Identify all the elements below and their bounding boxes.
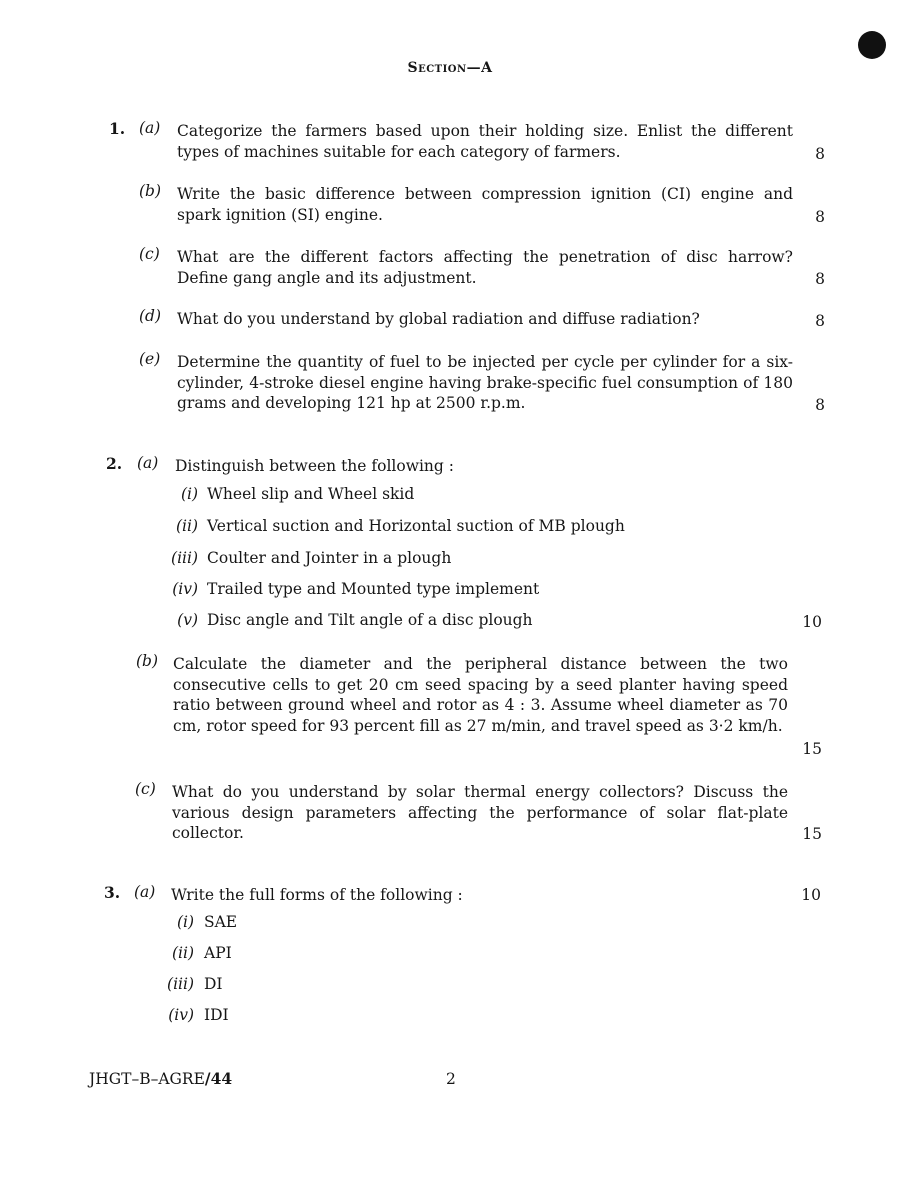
question-text: Calculate the diameter and the peripheral distance between the two consecutive cells to get 20 cm seed spacing by a seed planter having speed ratio between ground wheel and rotor as 4 : 3. Assume wheel diameter as 70 cm, rotor speed for 93 percent fill as 27 m/min, and travel speed as 3·2 km/h. bbox=[173, 655, 788, 735]
question-text: Determine the quantity of fuel to be injected per cycle per cylinder for a six-cylinder, 4-stroke diesel engine having brake-specific fuel consumption of 180 grams and developing 121 hp at 2500 r.p.m. bbox=[177, 353, 793, 412]
item-label: (i) bbox=[176, 913, 194, 931]
item-text: API bbox=[204, 944, 232, 962]
marks: 8 bbox=[815, 208, 825, 226]
page-number: 2 bbox=[446, 1070, 456, 1088]
question-text: Distinguish between the following : bbox=[175, 457, 454, 475]
marks: 8 bbox=[815, 396, 825, 414]
question-text: Categorize the farmers based upon their holding size. Enlist the different types of machines suitable for each category of farmers. bbox=[177, 122, 793, 161]
part-label: (e) bbox=[139, 350, 161, 368]
item-label: (i) bbox=[180, 485, 198, 503]
question-number: 1. bbox=[109, 119, 126, 138]
question-number: 3. bbox=[104, 883, 121, 902]
part-label: (a) bbox=[137, 454, 159, 472]
question-number: 2. bbox=[106, 454, 123, 473]
marks: 10 bbox=[801, 886, 821, 904]
item-text: Coulter and Jointer in a plough bbox=[207, 549, 452, 567]
item-text: Vertical suction and Horizontal suction of MB plough bbox=[207, 517, 625, 535]
question-text: Write the full forms of the following : bbox=[171, 886, 463, 904]
item-label: (iv) bbox=[168, 1006, 194, 1024]
question-text: Write the basic difference between compression ignition (CI) engine and spark ignition (SI) engine. bbox=[177, 185, 793, 224]
part-label: (d) bbox=[139, 307, 162, 325]
part-label: (a) bbox=[139, 119, 161, 137]
marks: 8 bbox=[815, 312, 825, 330]
part-label: (b) bbox=[136, 652, 159, 670]
question-text: What do you understand by solar thermal energy collectors? Discuss the various design parameters affecting the performance of solar flat-plate collector. bbox=[172, 783, 788, 842]
item-label: (iii) bbox=[171, 549, 198, 567]
item-text: Trailed type and Mounted type implement bbox=[207, 580, 540, 598]
part-label: (c) bbox=[135, 780, 156, 798]
section-title: Section—A bbox=[407, 60, 493, 76]
item-label: (iii) bbox=[167, 975, 194, 993]
part-label: (c) bbox=[139, 245, 160, 263]
part-label: (b) bbox=[139, 182, 162, 200]
paper-code-suffix: /44 bbox=[204, 1069, 233, 1088]
item-label: (iv) bbox=[172, 580, 198, 598]
marks: 8 bbox=[815, 145, 825, 163]
item-label: (v) bbox=[177, 611, 198, 629]
part-label: (a) bbox=[134, 883, 156, 901]
registration-dot bbox=[858, 31, 886, 59]
paper-code-text: JHGT–B–AGRE bbox=[89, 1070, 205, 1088]
item-text: Disc angle and Tilt angle of a disc plough bbox=[207, 611, 533, 629]
item-text: Wheel slip and Wheel skid bbox=[207, 485, 415, 503]
question-text: What do you understand by global radiation and diffuse radiation? bbox=[177, 310, 700, 328]
marks: 15 bbox=[802, 825, 822, 843]
paper-code bbox=[89, 1069, 232, 1088]
item-label: (ii) bbox=[171, 944, 194, 962]
marks: 8 bbox=[815, 270, 825, 288]
question-text: What are the different factors affecting the penetration of disc harrow? Define gang angle and its adjustment. bbox=[177, 248, 793, 287]
item-label: (ii) bbox=[175, 517, 198, 535]
item-text: SAE bbox=[204, 913, 238, 931]
marks: 10 bbox=[802, 613, 822, 631]
item-text: IDI bbox=[204, 1006, 229, 1024]
item-text: DI bbox=[204, 975, 223, 993]
marks: 15 bbox=[802, 740, 822, 758]
